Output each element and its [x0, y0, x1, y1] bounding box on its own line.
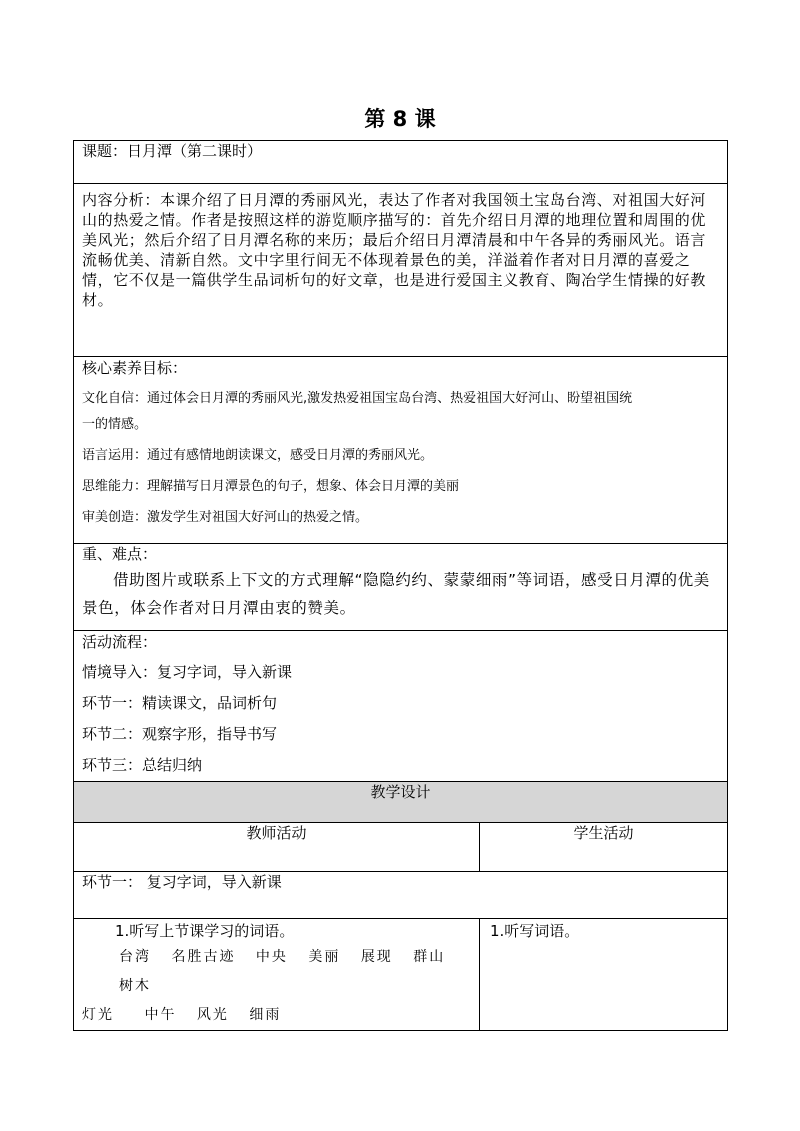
goals-heading: 核心素养目标： — [82, 359, 188, 377]
key-points-row — [74, 544, 728, 631]
word: 群山 — [413, 949, 446, 965]
student-column-header: 学生活动 — [480, 823, 728, 872]
student-activity — [480, 919, 728, 1031]
goals-row — [74, 357, 728, 544]
word: 美丽 — [308, 949, 341, 965]
word: 中午 — [144, 1007, 177, 1023]
word: 名胜古迹 — [171, 949, 236, 965]
goal-culture-cont: 一的情感。 — [82, 417, 148, 432]
key-points-cell — [74, 544, 728, 631]
key-points-text: 借助图片或联系上下文的方式理解“隐隐约约、蒙蒙细雨”等词语，感受日月潭的优美景色，体会作者对日月潭由衷的赞美。 — [82, 571, 710, 617]
flow-cell — [74, 631, 728, 782]
design-header-row — [74, 782, 728, 823]
goals-cell — [74, 357, 728, 544]
word: 细雨 — [249, 1007, 282, 1023]
teacher-task: 1.听写上节课学习的词语。 — [115, 922, 295, 940]
word: 灯光 — [82, 1007, 114, 1023]
teacher-activity — [74, 919, 480, 1031]
word: 展现 — [360, 949, 393, 965]
word: 风光 — [196, 1007, 229, 1023]
column-header-row — [74, 823, 728, 872]
goal-language: 语言运用：通过有感情地朗读课文，感受日月潭的秀丽风光。 — [82, 448, 434, 463]
goal-culture: 文化自信：通过体会日月潭的秀丽风光,激发热爱祖国宝岛台湾、热爱祖国大好河山、盼望祖国统 — [82, 391, 633, 406]
lesson-plan-table — [73, 140, 728, 1031]
activity-row — [74, 919, 728, 1031]
flow-row — [74, 631, 728, 782]
topic-cell: 课题：日月潭（第二课时） — [74, 141, 728, 184]
word-list-line-2 — [82, 1001, 471, 1030]
flow-item: 环节二：观察字形，指导书写 — [82, 725, 278, 743]
content-analysis: 内容分析：本课介绍了日月潭的秀丽风光，表达了作者对我国领土宝岛台湾、对祖国大好河山的热爱之情。作者是按照这样的游览顺序描写的：首先介绍日月潭的地理位置和周围的优美风光；然后介绍了日月潭名称的来历；最后介绍日月潭清晨和中午各异的秀丽风光。语言流畅优美、清新自然。文中字里行间无不体现着景色的美，洋溢着作者对日月潭的喜爱之情，它不仅是一篇供学生品词析句的好文章，也是进行爱国主义教育、陶冶学生情操的好教材。 — [74, 184, 728, 357]
word-list-line-1 — [82, 943, 471, 1001]
flow-heading: 活动流程： — [82, 633, 158, 651]
topic-row — [74, 141, 728, 184]
design-heading: 教学设计 — [74, 782, 728, 823]
section-row — [74, 872, 728, 919]
student-task: 1.听写词语。 — [490, 922, 580, 940]
word: 中央 — [255, 949, 288, 965]
flow-item: 情境导入：复习字词，导入新课 — [82, 663, 293, 681]
word: 树木 — [119, 978, 151, 994]
goal-aesthetic: 审美创造：激发学生对祖国大好河山的热爱之情。 — [82, 510, 369, 525]
lesson-title: 第 8 课 — [364, 107, 436, 131]
analysis-row — [74, 184, 728, 357]
goal-thinking: 思维能力：理解描写日月潭景色的句子，想象、体会日月潭的美丽 — [82, 479, 460, 494]
teacher-column-header: 教师活动 — [74, 823, 480, 872]
flow-item: 环节三：总结归纳 — [82, 756, 203, 774]
word: 台湾 — [119, 949, 151, 965]
section-heading: 环节一： 复习字词，导入新课 — [74, 872, 728, 919]
flow-item: 环节一：精读课文，品词析句 — [82, 694, 278, 712]
key-points-heading: 重、难点： — [82, 545, 158, 563]
